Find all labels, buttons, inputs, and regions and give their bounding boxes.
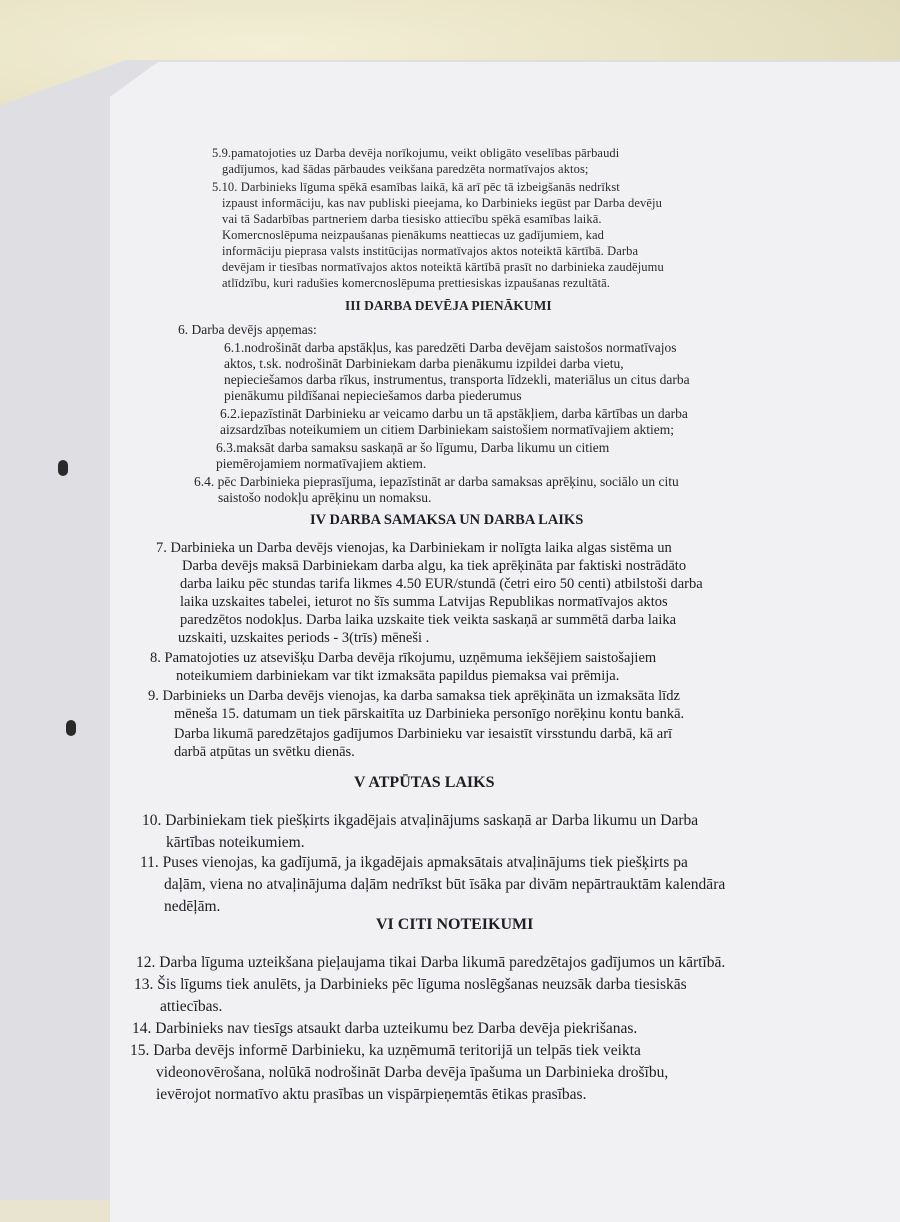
text-line: ievērojot normatīvo aktu prasības un vispārpieņemtās ētikas prasības. [156,1086,587,1103]
text-line: Darba likumā paredzētajos gadījumos Darbinieku var iesaistīt virsstundu darbā, kā arī [174,726,673,742]
text-line: laika uzskaites tabelei, ieturot no šīs summa Latvijas Republikas normatīvajos aktos [180,594,668,610]
text-line: informāciju pieprasa valsts institūcijas normatīvajos aktos noteiktā kārtībā. Darba [222,244,639,258]
text-line: attiecības. [160,998,223,1015]
text-line: 6.3.maksāt darba samaksu saskaņā ar šo līgumu, Darba likumu un citiem [216,440,610,455]
text-line: atlīdzību, kuri radušies komercnoslēpuma prettiesiskas izpaušanas rezultātā. [222,276,611,290]
text-line: paredzētos nodokļus. Darba laika uzskaite tiek veikta saskaņā ar summētā darba laika [180,612,677,628]
text-line: 15. Darba devējs informē Darbinieku, ka uzņēmumā teritorijā un telpās tiek veikta [130,1042,641,1059]
text-line: aizsardzības noteikumiem un citiem Darbiniekam saistošiem normatīvajiem aktiem; [220,422,674,437]
text-line: 12. Darba līguma uzteikšana pieļaujama tikai Darba likumā paredzētajos gadījumos un kārtībā. [136,954,726,971]
text-line: 8. Pamatojoties uz atsevišķu Darba devēja rīkojumu, uzņēmuma iekšējiem saistošajiem [150,650,657,666]
text-line: 10. Darbiniekam tiek piešķirts ikgadējais atvaļinājums saskaņā ar Darba likumu un Darba [142,812,699,829]
text-line: 5.10. Darbinieks līguma spēkā esamības laikā, kā arī pēc tā izbeigšanās nedrīkst [212,180,620,194]
text-line: 6.1.nodrošināt darba apstākļus, kas paredzēti Darba devējam saistošos normatīvajos [224,340,677,355]
text-line: nepieciešamos darba rīkus, instrumentus, transporta līdzekli, materiālus un citus darba [224,372,690,387]
text-line: darba laiku pēc stundas tarifa likmes 4.50 EUR/stundā (četri eiro 50 centi) atbilstoši darba [180,576,703,592]
text-line: daļām, viena no atvaļinājuma daļām nedrīkst būt īsāka par divām nepārtrauktām kalendāra [164,876,726,893]
text-line: 13. Šis līgums tiek anulēts, ja Darbinieks pēc līguma noslēgšanas neuzsāk darba tiesiskās [134,976,687,993]
text-line: 6.2.iepazīstināt Darbinieku ar veicamo darbu un tā apstākļiem, darba kārtības un darba [220,406,688,421]
section-heading-6: VI CITI NOTEIKUMI [376,916,534,933]
text-line: 5.9.pamatojoties uz Darba devēja norīkojumu, veikt obligāto veselības pārbaudi [212,146,620,160]
text-line: nedēļām. [164,898,221,915]
text-line: 9. Darbinieks un Darba devējs vienojas, ka darba samaksa tiek aprēķināta un izmaksāta līdz [148,688,680,704]
text-line: 6.4. pēc Darbinieka pieprasījuma, iepazīstināt ar darba samaksas aprēķinu, sociālo un citu [194,474,679,489]
text-line: vai tā Sadarbības partneriem darba tiesisko attiecību spēkā esamības laikā. [222,212,602,226]
section-heading-5: V ATPŪTAS LAIKS [354,774,495,791]
text-line: 6. Darba devējs apņemas: [178,322,317,337]
text-line: mēneša 15. datumam un tiek pārskaitīta uz Darbinieka personīgo norēķinu kontu bankā. [174,706,685,722]
text-line: gadījumos, kad šādas pārbaudes veikšana paredzēta normatīvajos aktos; [222,162,589,176]
text-line: kārtības noteikumiem. [166,834,305,851]
text-line: videonovērošana, nolūkā nodrošināt Darba devēja īpašuma un Darbinieka drošību, [156,1064,669,1081]
text-line: Komercnoslēpuma neizpaušanas pienākums neattiecas uz gadījumiem, kad [222,228,605,242]
text-line: aktos, t.sk. nodrošināt Darbiniekam darba pienākumu izpildei darba vietu, [224,356,624,371]
text-line: Darba devējs maksā Darbiniekam darba algu, ka tiek aprēķināta par faktiski nostrādāto [182,558,687,574]
text-line: uzskaiti, uzskaites periods - 3(trīs) mēneši . [178,630,430,646]
text-line: 7. Darbinieka un Darba devējs vienojas, ka Darbiniekam ir nolīgta laika algas sistēma un [156,540,672,556]
text-line: noteikumiem darbiniekam var tikt izmaksāta papildus piemaksa vai prēmija. [176,668,620,684]
text-line: 14. Darbinieks nav tiesīgs atsaukt darba uzteikumu bez Darba devēja piekrišanas. [132,1020,638,1037]
text-line: 11. Puses vienojas, ka gadījumā, ja ikgadējais apmaksātais atvaļinājums tiek piešķirts pa [140,854,688,871]
text-line: pienākumu pildīšanai nepieciešamos darba piederumus [224,388,522,403]
text-line: izpaust informāciju, kas nav publiski pieejama, ko Darbinieks iegūst par Darba devēju [222,196,662,210]
text-line: darbā atpūtas un svētku dienās. [174,744,355,760]
text-line: devējam ir tiesības normatīvajos aktos noteiktā kārtībā prasīt no darbinieka zaudējumu [222,260,664,274]
section-heading-4: IV DARBA SAMAKSA UN DARBA LAIKS [310,512,584,528]
section-heading-3: III DARBA DEVĒJA PIENĀKUMI [345,298,552,313]
text-line: piemērojamiem normatīvajiem aktiem. [216,456,427,471]
text-line: saistošo nodokļu aprēķinu un nomaksu. [218,490,432,505]
